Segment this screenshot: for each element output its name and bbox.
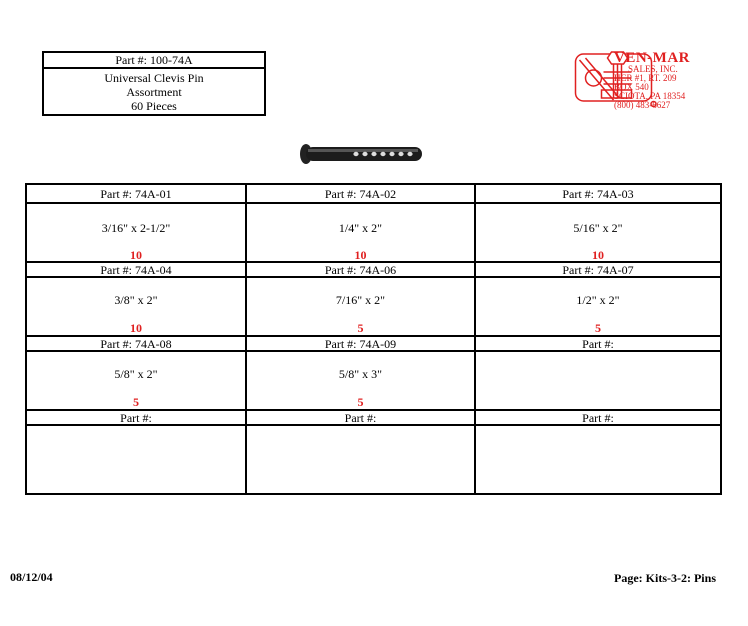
pin-size: 3/8" x 2" [114,293,158,307]
part-number-label: Part #: 74A-07 [562,263,634,277]
company-line5: (800) 483-6627 [614,100,671,110]
part-number-label: Part #: 74A-09 [324,337,397,351]
pin-size: 1/2" x 2" [576,293,620,307]
pin-quantity: 10 [130,321,142,335]
pin-size: 7/16" x 2" [335,293,386,307]
pin-size: 5/8" x 2" [114,367,158,381]
company-line2: HCR #1, RT. 209 [614,73,677,83]
company-info [614,51,690,110]
part-header-box [42,51,266,116]
company-line3: BOX 540 [614,82,649,92]
header-desc-line3: 60 Pieces [131,99,177,113]
pin-size: 1/4" x 2" [338,221,383,235]
pin-quantity: 10 [130,248,142,262]
header-part-number: Part #: 100-74A [44,53,264,69]
pin-quantity: 10 [592,248,604,262]
pin-quantity: 5 [357,321,364,335]
part-number-label: Part #: 74A-01 [100,187,172,201]
part-number-label: Part #: 74A-02 [324,187,397,201]
part-number-label: Part #: [344,411,377,425]
pin-size: 5/8" x 3" [338,367,383,381]
pin-size: 5/16" x 2" [573,221,623,235]
part-number-label: Part #: [120,411,152,425]
pin-quantity: 5 [595,321,601,335]
part-number-label: Part #: [582,411,614,425]
header-desc-line1: Universal Clevis Pin [104,71,204,85]
company-line4: SCIOTA, PA 18354 [614,91,686,101]
pin-size: 3/16" x 2-1/2" [101,221,171,235]
clevis-pin-image [298,142,426,166]
pin-quantity: 5 [133,395,139,409]
header-desc-line2: Assortment [126,85,182,99]
company-name: VEN-MAR [614,50,690,66]
footer-date: 08/12/04 [10,570,53,584]
grid-divider [27,202,720,204]
company-line1: SALES, INC. [628,64,678,74]
pin-quantity: 5 [357,395,364,409]
header-description [44,69,264,114]
part-number-label: Part #: 74A-06 [324,263,397,277]
parts-grid [25,183,722,495]
pin-quantity: 10 [354,248,367,262]
footer-page-label: Page: Kits-3-2: Pins [614,571,716,585]
part-number-label: Part #: 74A-04 [100,263,172,277]
part-number-label: Part #: [582,337,614,351]
part-number-label: Part #: 74A-03 [562,187,634,201]
part-number-label: Part #: 74A-08 [100,337,172,351]
